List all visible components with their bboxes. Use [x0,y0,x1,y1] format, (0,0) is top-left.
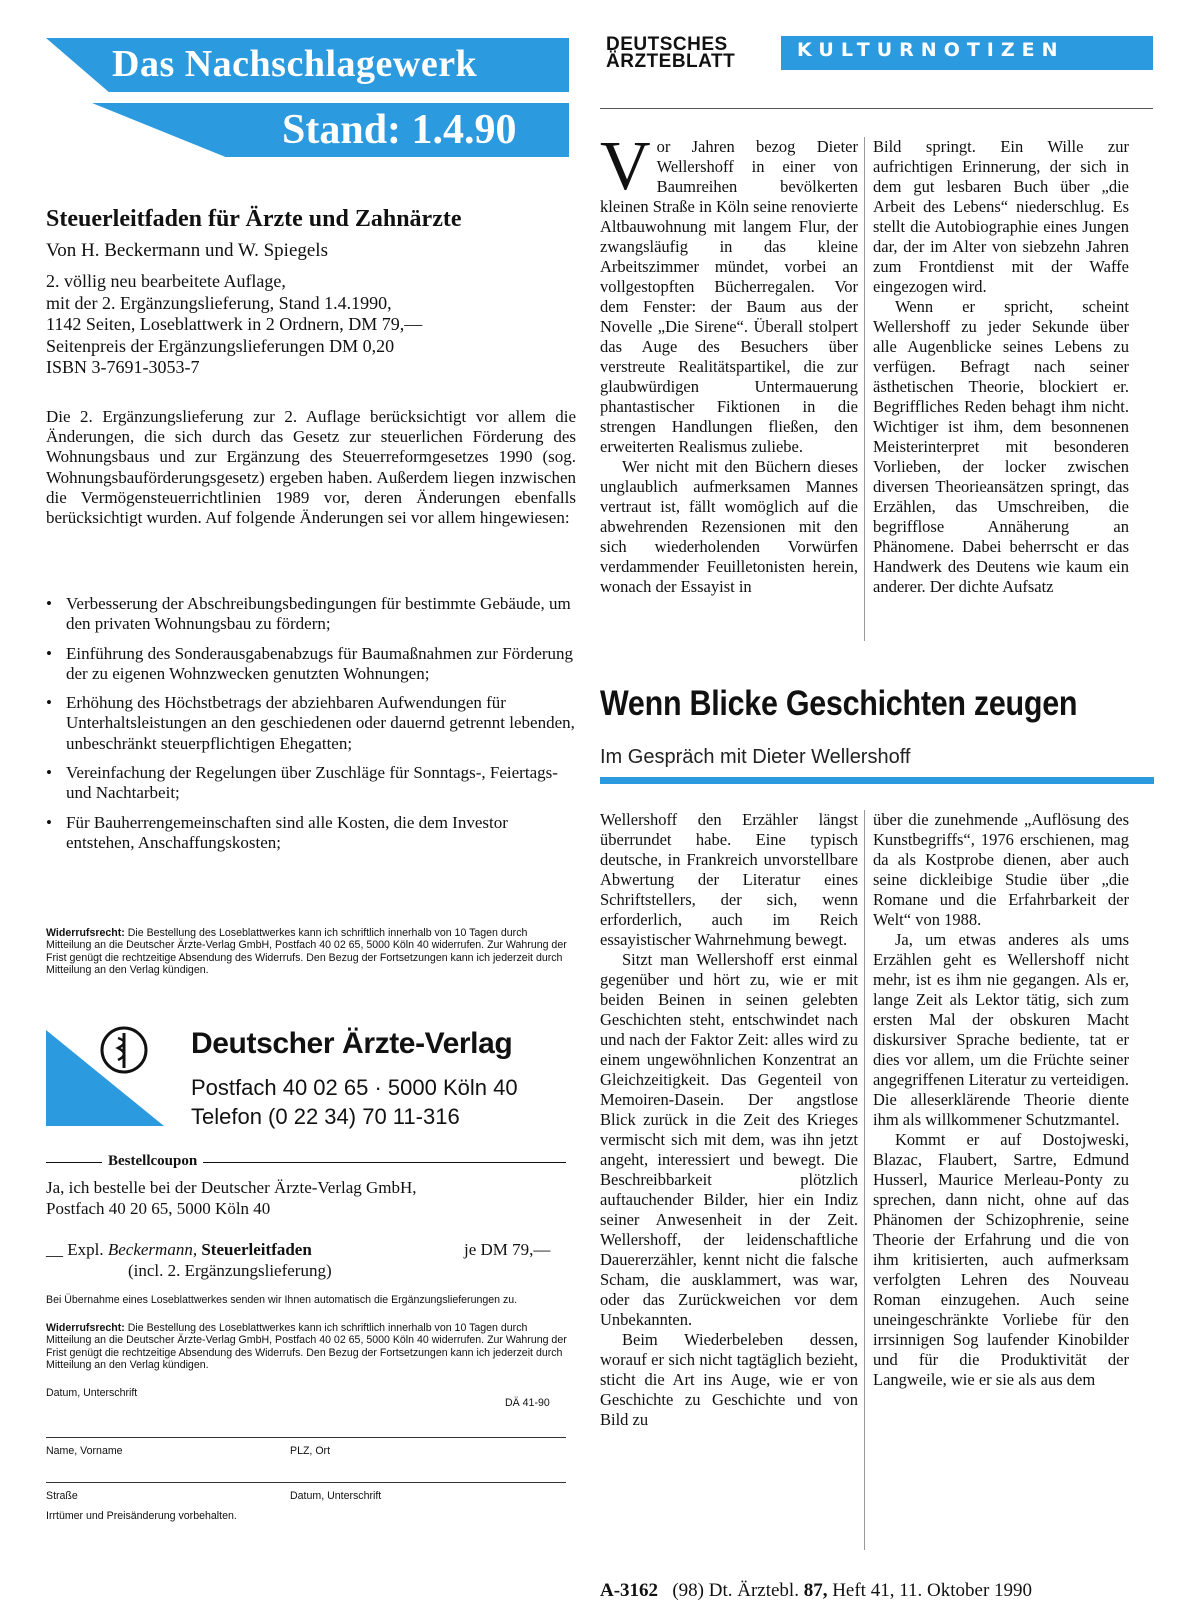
coupon-code: DÄ 41-90 [505,1397,550,1409]
book-detail-line: 1142 Seiten, Loseblattwerk in 2 Ordnern, DM 79,— [46,314,423,334]
book-detail-line: ISBN 3-7691-3053-7 [46,357,200,377]
order-title: Steuerleitfaden [201,1240,312,1259]
book-detail-line: Seitenpreis der Ergänzungslieferungen DM 0,20 [46,335,395,356]
banner-title: Das Nachschlagewerk [112,43,478,85]
paragraph: Bild springt. Ein Wille zur aufrichtigen Erinnerung, der sich in dem gut lesbaren Buch über „die Arbeit des Lebens“ niederschlug. Es stellt die Autobiographie eines Jungen dar, der im Alter von siebzehn Jahren zum Frontdienst mit der Waffe eingezogen wird. [873,137,1129,296]
paragraph: Kommt er auf Dostojweski, Blazac, Flaubert, Sartre, Edmund Husserl, Maurice Merleau-Ponty zu sprechen, dann nicht, ohne auf das Phänomen der Schizophrenie, seine Theorie der Erfahrung und die von ihm kritisierten, auch aufmerksam verfolgten Lehren des Nouveau Roman einzugehen. Auch seine uneingeschränkte Vorliebe für den irrsinnigen Sog laufender Kinobilder und für die Produktivität der Langweile, wie er sie als aus dem [873,1130,1129,1389]
coupon-text [46,1177,566,1219]
signature-field[interactable] [46,1437,566,1438]
column-rule [864,137,865,641]
article-subtitle: Im Gespräch mit Dieter Wellershoff [600,746,911,768]
publisher-name: Deutscher Ärzte-Verlag [191,1027,513,1060]
list-item: • Für Bauherrengemeinschaften sind alle Kosten, die dem Investor entstehen, Anschaffungskosten; [46,813,576,854]
top-column-2 [873,137,1129,597]
article-title: Wenn Blicke Geschichten zeugen [600,684,1078,723]
field-label-strasse: Straße [46,1490,78,1502]
masthead-line-1: DEUTSCHES [606,34,728,55]
book-description: Die 2. Ergänzungslieferung zur 2. Auflage berücksichtigt vor allem die Änderungen, die sich durch das Gesetz zur steuerlichen Förderung des Wohnungsbaus und zur Ergänzung des Steuerreformgesetzes 1990 (sog. Wohnungsbauförderungsgesetz) ergeben haben. Außerdem liegen inzwischen die Vermögensteuerrichtlinien 1989 vor, deren Änderungen ebenfalls berücksichtigt wurden. Auf folgende Änderungen sei vor allem hingewiesen: [46,407,576,528]
column-rule [864,810,865,1550]
bottom-column-1 [600,810,858,1430]
order-note: (incl. 2. Ergänzungslieferung) [128,1261,332,1280]
widerruf-notice-1 [46,927,568,977]
list-item: • Verbesserung der Abschreibungsbedingungen für bestimmte Gebäude, um den privaten Wohnungsbau zu fördern; [46,594,576,635]
field-label-datum: Datum, Unterschrift [46,1387,138,1399]
page-number: A-3162 [600,1580,659,1601]
drop-cap: V [600,128,651,205]
order-line[interactable] [46,1240,312,1260]
banner-stand: Stand: 1.4.90 [282,107,517,153]
widerruf-notice-2 [46,1322,568,1372]
order-prefix[interactable]: __ Expl. [46,1240,104,1259]
masthead [606,36,735,70]
book-detail-line: mit der 2. Ergänzungslieferung, Stand 1.4.1990, [46,292,392,313]
book-details [46,271,566,379]
footer-issue-suffix: Heft 41, 11. Oktober 1990 [832,1580,1033,1601]
name-field[interactable] [46,1482,566,1483]
widerruf-label: Widerrufsrecht: [46,927,125,939]
paragraph: or Jahren bezog Dieter Wellershoff in einer von Baumreihen bevölkerten kleinen Straße in Köln seine renovierte Altbauwohnung mit langem Flur, der zwangsläufig in das kleine Arbeitszimmer mündet, vorbei an vollgestopften Bücherregalen. Vor dem Fenster: der Baum aus der Novelle „Die Sirene“. Überall stolpert das Auge des Besuchers über verstreute Realitätspartikel, die zur glaubwürdigen Untermauerung phantastischer Fiktionen in die strengen Handlungen fließen, den erweiterten Realismus zuliebe. [600,137,858,456]
paragraph: Beim Wiederbeleben dessen, worauf er sich nicht tagtäglich bezieht, sticht die Art ins Auge, wie er von Geschichte zu Geschichte und von Bild zu [600,1330,858,1429]
field-label-name: Name, Vorname [46,1445,123,1457]
masthead-line-2: ÄRZTEBLATT [606,51,736,72]
footer-volume: 87, [803,1580,828,1601]
paragraph: Ja, um etwas anderes als ums Erzählen geht es Wellershoff nicht mehr, ist es ihm nie gegangen. Als er, lange Zeit als Lektor tätig, sich zum ersten Mal der obskuren Macht diskursiver Sprache bediente, tat er dies vor allem, um die Früchte seiner angegriffenen Literatur zu verteidigen. Die alleserklärende Theorie diente ihm als willkommener Schutzmantel. [873,930,1129,1129]
bottom-column-2 [873,810,1129,1390]
paragraph: Sitzt man Wellershoff erst einmal gegenüber und hört zu, wie er mit beiden Beinen in seinen gelebten Geschichten steht, entschwindet nach und nach der Faktor Zeit: alles wird zu einem ungewöhnlichen Konzentrat an Gleichzeitigkeit. Das Gegenteil von Memoiren-Dasein. Der angstlose Blick zurück in die Zeit des Krieges vermischt sich mit dem, was ihn jetzt angeht, interessiert und bewegt. Die Beschreibbarkeit plötzlich auftauchender Bilder, hier ein Indiz seiner Anwesenheit in der Zeit. Wellershoff, der leidenschaftliche Dauererzähler, kennt nicht die falsche Scham, die ausklammert, was war, oder das Zurückweichen vor dem Unbekannten. [600,950,858,1329]
paragraph: Wer nicht mit den Büchern dieses unglaublich aufmerksamen Mannes vertraut ist, fällt womöglich auf die abwehrenden Rezensionen mit den sich wiederholenden Vorwürfen verdammender Feuilletonisten herein, wonach der Essayist in [600,457,858,596]
list-item: • Erhöhung des Höchstbetrags der abziehbaren Aufwendungen für Unterhaltsleistungen an den geschiedenen oder dauernd getrennt lebenden, unbeschränkt steuerpflichtigen Ehegatten; [46,693,576,754]
field-label-datum-2: Datum, Unterschrift [290,1490,382,1502]
book-title: Steuerleitfaden für Ärzte und Zahnärzte [46,206,462,232]
list-item: • Einführung des Sonderausgabenabzugs für Baumaßnahmen zur Förderung der zu eigenen Wohnzwecken genutzten Wohnungen; [46,644,576,685]
section-title: KULTURNOTIZEN [797,39,1065,61]
paragraph: Wenn er spricht, scheint Wellershoff zu jeder Sekunde über alle Augenblicke seines Lebens zu verfügen. Befragt nach seiner ästhetischen Theorie, blockiert er. Begriffliches Reden behagt ihm nicht. Wichtiger ist ihm, dem besonnenen Meisterinterpret mit besonderen Vorlieben, der locker zwischen diversen Theorieansätzen springt, das Erzählen, das Umschreiben, die begrifflose Annäherung an Phänomene. Dabei beherrscht er das Handwerk des Deutens wie kaum ein anderer. Der dichte Aufsatz [873,297,1129,596]
loseblatt-note: Bei Übernahme eines Loseblattwerkes senden wir Ihnen automatisch die Ergänzungslieferungen zu. [46,1294,518,1306]
change-list [46,594,576,862]
disclaimer: Irrtümer und Preisänderung vorbehalten. [46,1510,237,1522]
publisher-phone: Telefon (0 22 34) 70 11-316 [191,1104,460,1129]
aesculapius-icon [98,1024,150,1076]
coupon-line-2: Postfach 40 20 65, 5000 Köln 40 [46,1199,271,1218]
article-title-bar [600,777,1154,784]
page-footer [600,1580,1032,1602]
widerruf-text: Die Bestellung des Loseblattwerkes kann ich schriftlich innerhalb von 10 Tagen durch Mitteilung an die Deutscher Ärzte-Verlag GmbH, Postfach 40 02 65, 5000 Köln 40 widerrufen. Zur Wahrung der Frist genügt die rechtzeitige Absendung des Widerrufs. Den Bezug der Fortsetzungen kann ich jederzeit durch Mitteilung an den Verlag kündigen. [46,927,567,977]
paragraph: über die zunehmende „Auflösung des Kunstbegriffs“, 1976 erschienen, mag da als Kostprobe dienen, aber auch seine dickleibige Studie über „die Romane und die Erfahrbarkeit der Welt“ von 1988. [873,810,1129,929]
paragraph: Wellershoff den Erzähler längst überrundet habe. Eine typisch deutsche, in Frankreich unvorstellbare Abwertung der Literatur eines Schriftstellers, der sich, wenn erforderlich, auch im Reich essayistischer Wahrnehmung bewegt. [600,810,858,949]
widerruf-label: Widerrufsrecht: [46,1322,125,1334]
order-price: je DM 79,— [464,1240,551,1259]
publisher-address: Postfach 40 02 65 · 5000 Köln 40 [191,1075,518,1100]
coupon-title: Bestellcoupon [102,1153,203,1170]
book-detail-line: 2. völlig neu bearbeitete Auflage, [46,271,286,291]
coupon-line-1: Ja, ich bestelle bei der Deutscher Ärzte-Verlag GmbH, [46,1178,417,1197]
field-label-plz: PLZ, Ort [290,1445,331,1457]
book-authors: Von H. Beckermann und W. Spiegels [46,240,328,261]
header-rule [600,108,1153,109]
list-item: • Vereinfachung der Regelungen über Zuschläge für Sonntags-, Feiertags- und Nachtarbeit; [46,763,576,804]
top-column-1 [600,128,858,597]
widerruf-text: Die Bestellung des Loseblattwerkes kann ich schriftlich innerhalb von 10 Tagen durch Mitteilung an die Deutscher Ärzte-Verlag GmbH, Postfach 40 02 65, 5000 Köln 40 widerrufen. Zur Wahrung der Frist genügt die rechtzeitige Absendung des Widerrufs. Den Bezug der Fortsetzungen kann ich jederzeit durch Mitteilung an den Verlag kündigen. [46,1322,567,1372]
order-author: Beckermann, [107,1240,198,1259]
footer-issue-prefix: (98) Dt. Ärztebl. [672,1580,799,1601]
